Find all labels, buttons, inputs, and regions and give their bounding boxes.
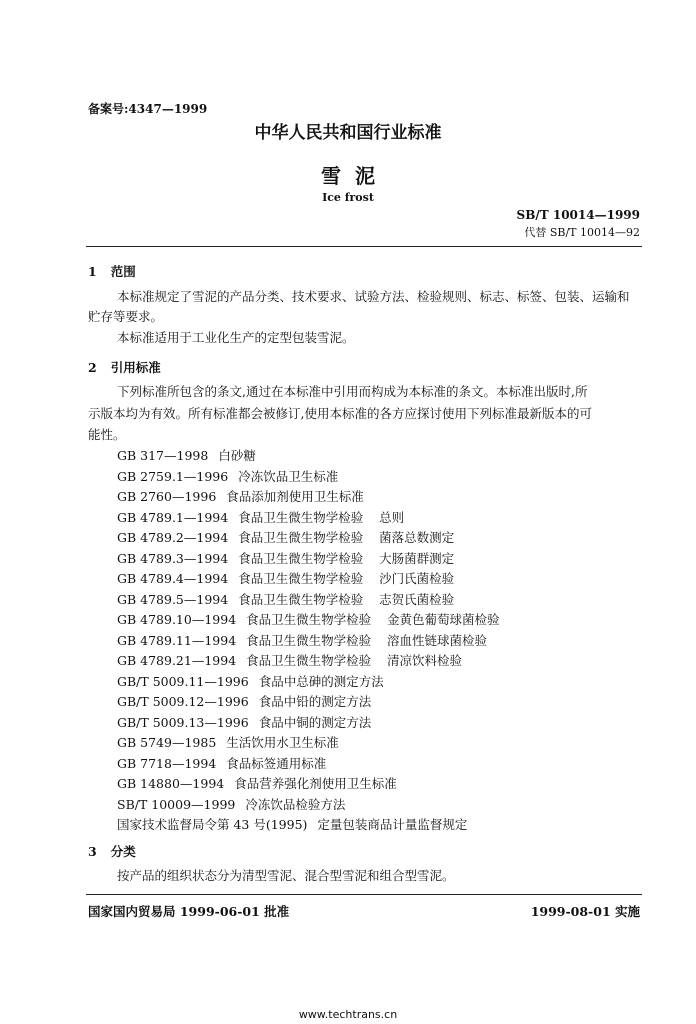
reference-item xyxy=(117,651,462,669)
reference-title: 食品中总砷的测定方法 xyxy=(258,673,384,689)
reference-code: SB/T 10009—1999 xyxy=(117,796,236,812)
reference-title: 冷冻饮品卫生标准 xyxy=(238,468,339,484)
reference-code: GB 14880—1994 xyxy=(117,776,225,791)
reference-title: 生活饮用水卫生标准 xyxy=(226,735,339,750)
reference-code: GB/T 5009.11—1996 xyxy=(117,673,249,689)
reference-code: 国家技术监督局令第 43 号(1995) xyxy=(117,817,308,832)
reference-code: GB/T 5009.13—1996 xyxy=(117,714,249,730)
reference-code: GB 4789.4—1994 xyxy=(117,571,229,586)
reference-title: 定量包装商品计量监督规定 xyxy=(317,817,468,832)
reference-item xyxy=(117,467,338,485)
website-watermark: www.techtrans.cn xyxy=(298,1008,398,1021)
reference-code: GB 4789.21—1994 xyxy=(117,653,237,668)
reference-code: GB 4789.3—1994 xyxy=(117,550,229,566)
footer-rule xyxy=(86,894,642,895)
reference-item xyxy=(117,815,467,833)
reference-title: 食品卫生微生物学检验 志贺氏菌检验 xyxy=(238,591,455,607)
section-2-para-line-3: 能性。 xyxy=(88,427,126,442)
standard-category: 中华人民共和国行业标准 xyxy=(254,123,442,143)
reference-code: GB 4789.11—1994 xyxy=(117,632,237,648)
section-1-para-1-line-2: 贮存等要求。 xyxy=(88,309,164,324)
header-rule xyxy=(86,246,642,247)
reference-code: GB 4789.2—1994 xyxy=(117,530,229,545)
reference-item xyxy=(117,569,454,587)
reference-code: GB 2759.1—1996 xyxy=(117,468,229,484)
reference-code: GB 4789.5—1994 xyxy=(117,591,229,607)
section-1-heading xyxy=(88,262,136,280)
reference-title: 食品卫生微生物学检验 大肠菌群测定 xyxy=(238,550,455,566)
reference-item xyxy=(117,446,256,464)
reference-title: 冷冻饮品检验方法 xyxy=(245,796,346,812)
reference-item xyxy=(117,713,371,731)
reference-title: 食品标签通用标准 xyxy=(226,755,327,771)
record-number: 备案号:4347—1999 xyxy=(88,102,208,116)
reference-code: GB 2760—1996 xyxy=(117,489,217,504)
reference-title: 食品中铜的测定方法 xyxy=(258,714,372,730)
section-3-para: 按产品的组织状态分为清型雪泥、混合型雪泥和组合型雪泥。 xyxy=(117,868,455,883)
section-2-number: 2 xyxy=(88,360,97,375)
reference-title: 食品添加剂使用卫生标准 xyxy=(226,489,364,504)
reference-title: 食品卫生微生物学检验 清凉饮料检验 xyxy=(246,653,463,668)
effective-date-line: 1999-08-01 实施 xyxy=(530,904,640,919)
reference-item xyxy=(117,774,397,792)
reference-title: 食品卫生微生物学检验 总则 xyxy=(238,509,405,525)
reference-title: 白砂糖 xyxy=(218,448,256,463)
reference-item xyxy=(117,631,487,649)
section-1-title: 范围 xyxy=(110,264,136,279)
reference-item xyxy=(117,610,500,628)
section-1-para-2: 本标准适用于工业化生产的定型包装雪泥。 xyxy=(117,330,355,345)
reference-code: GB 317—1998 xyxy=(117,448,209,463)
section-3-number: 3 xyxy=(88,844,97,859)
reference-item xyxy=(117,549,454,567)
section-2-para-line-1: 下列标准所包含的条文,通过在本标准中引用而构成为本标准的条文。本标准出版时,所 xyxy=(117,384,588,399)
reference-item xyxy=(117,487,364,505)
reference-item xyxy=(117,754,326,772)
section-3-title: 分类 xyxy=(110,844,136,859)
reference-code: GB/T 5009.12—1996 xyxy=(117,694,249,709)
section-2-title: 引用标准 xyxy=(110,360,161,375)
section-1-para-1-line-1: 本标准规定了雪泥的产品分类、技术要求、试验方法、检验规则、标志、标签、包装、运输和 xyxy=(117,289,630,304)
reference-item xyxy=(117,795,345,813)
standard-number: SB/T 10014—1999 xyxy=(516,208,640,222)
reference-code: GB 4789.1—1994 xyxy=(117,509,229,525)
section-1-number: 1 xyxy=(88,264,97,279)
replaces-standard: 代替 SB/T 10014—92 xyxy=(524,226,640,239)
section-3-heading xyxy=(88,842,136,860)
reference-title: 食品营养强化剂使用卫生标准 xyxy=(234,776,397,791)
document-title: 雪 泥 xyxy=(321,164,375,188)
reference-code: GB 5749—1985 xyxy=(117,735,217,750)
reference-item xyxy=(117,508,404,526)
section-2-para-line-2: 示版本均为有效。所有标准都会被修订,使用本标准的各方应探讨使用下列标准最新版本的可 xyxy=(88,406,592,421)
reference-code: GB 7718—1994 xyxy=(117,755,217,771)
approval-line: 国家国内贸易局 1999-06-01 批准 xyxy=(88,904,290,919)
reference-item xyxy=(117,590,454,608)
reference-item xyxy=(117,733,339,751)
reference-title: 食品中铅的测定方法 xyxy=(258,694,372,709)
reference-item xyxy=(117,528,454,546)
reference-title: 食品卫生微生物学检验 沙门氏菌检验 xyxy=(238,571,455,586)
document-subtitle: Ice frost xyxy=(322,191,374,204)
reference-title: 食品卫生微生物学检验 菌落总数测定 xyxy=(238,530,455,545)
reference-title: 食品卫生微生物学检验 金黄色葡萄球菌检验 xyxy=(246,612,500,627)
reference-item xyxy=(117,672,384,690)
reference-title: 食品卫生微生物学检验 溶血性链球菌检验 xyxy=(246,632,488,648)
section-2-heading xyxy=(88,358,161,376)
reference-item xyxy=(117,692,371,710)
reference-code: GB 4789.10—1994 xyxy=(117,612,237,627)
